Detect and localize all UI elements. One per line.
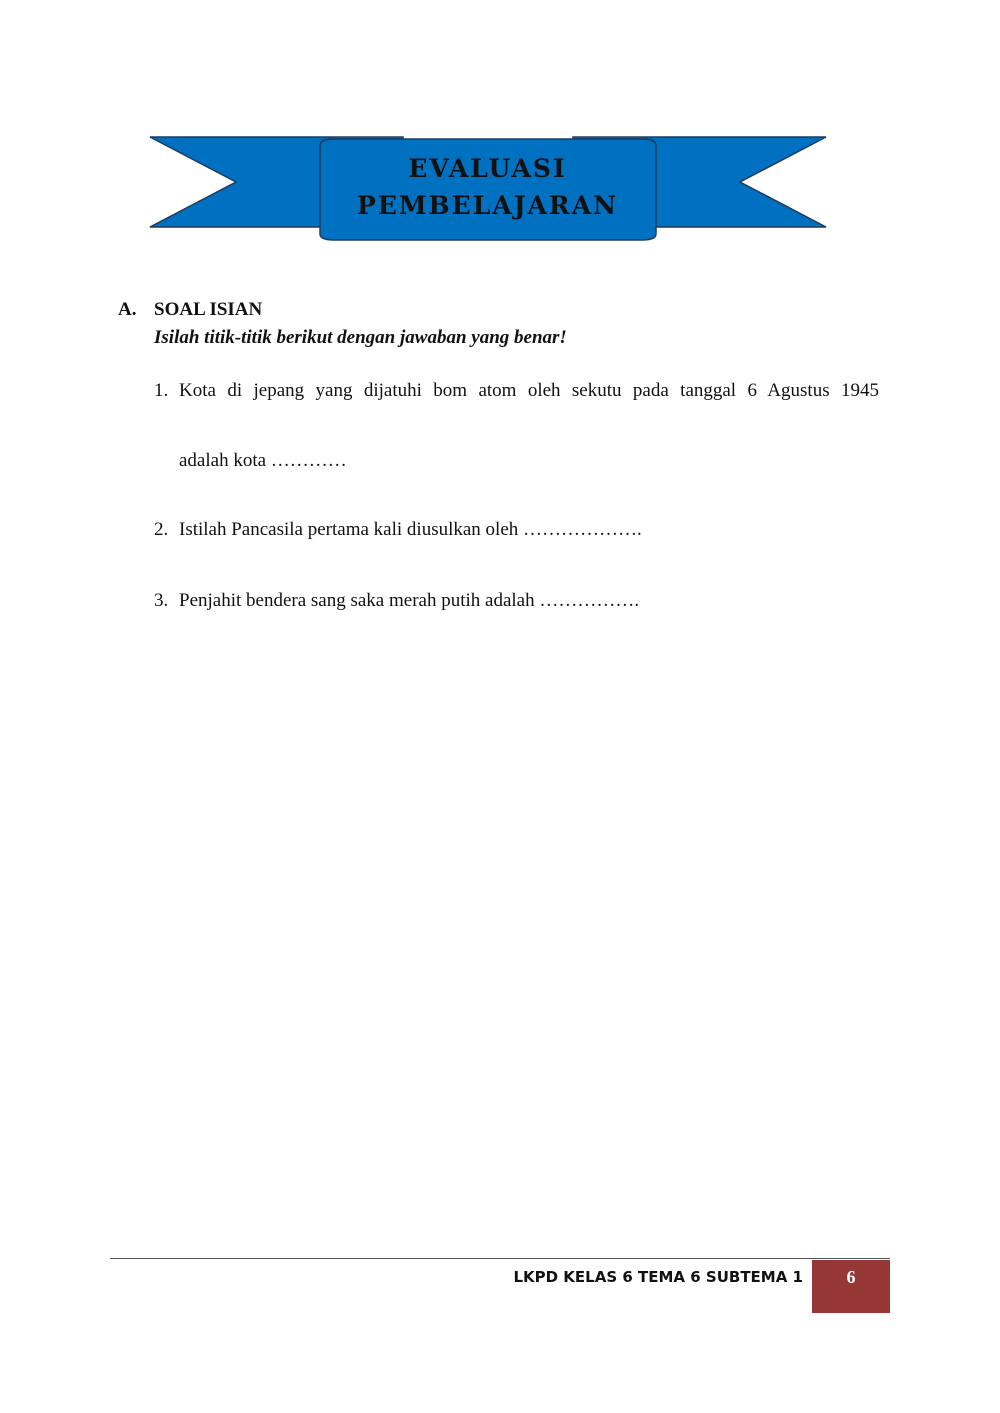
page-number-box	[812, 1260, 890, 1313]
question-2-text: Istilah Pancasila pertama kali diusulkan oleh ……………….	[179, 519, 642, 540]
page-number: 6	[846, 1267, 856, 1287]
banner-title-line2: PEMBELAJARAN	[357, 191, 618, 220]
footer-label: LKPD KELAS 6 TEMA 6 SUBTEMA 1	[513, 1268, 803, 1286]
section-heading	[118, 299, 262, 321]
question-number: 1.	[154, 380, 169, 401]
title-banner	[148, 130, 830, 245]
instruction-text: Isilah titik-titik berikut dengan jawaban yang benar!	[154, 327, 567, 348]
footer-divider	[110, 1258, 890, 1259]
question-3-text: Penjahit bendera sang saka merah putih adalah …………….	[179, 590, 640, 611]
banner-title-line1: EVALUASI	[408, 154, 567, 183]
section-letter: A.	[118, 299, 137, 320]
question-1-line2: adalah kota …………	[179, 450, 347, 471]
section-title: SOAL ISIAN	[154, 299, 263, 320]
question-1-line1: Kota di jepang yang dijatuhi bom atom oleh sekutu pada tanggal 6 Agustus 1945	[179, 380, 879, 401]
question-number: 3.	[154, 590, 169, 611]
question-number: 2.	[154, 519, 169, 540]
